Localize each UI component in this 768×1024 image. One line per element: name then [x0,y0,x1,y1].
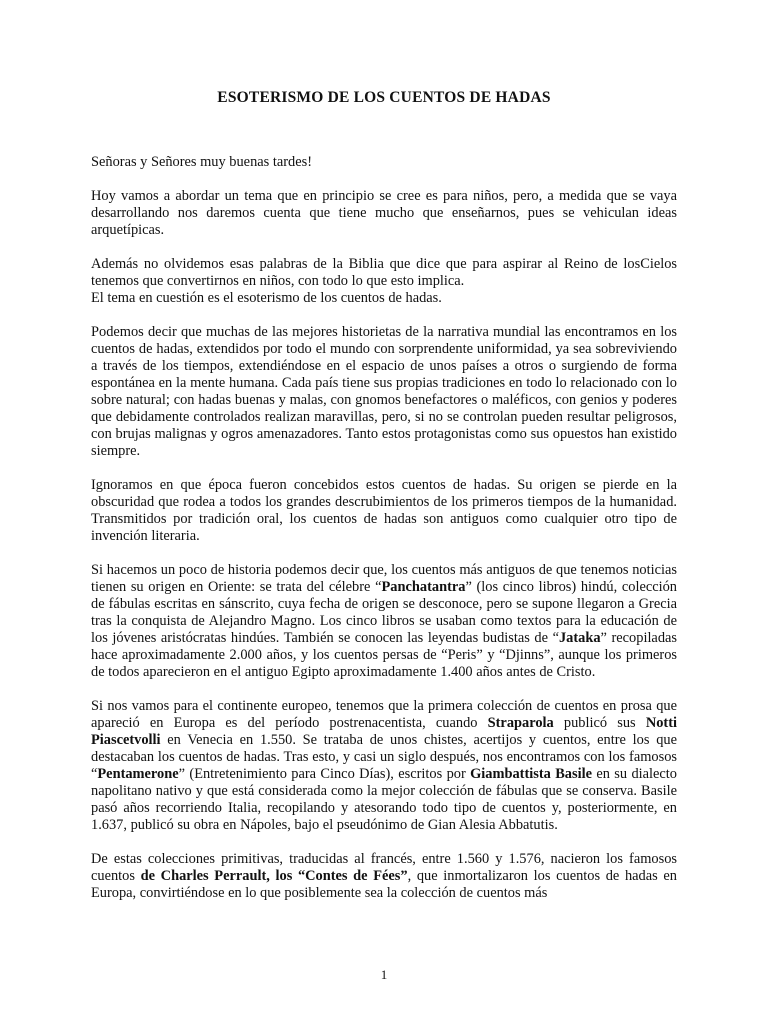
notti-term: Notti Piascetvolli [91,715,677,748]
origin-paragraph: Ignoramos en que época fueron concebidos estos cuentos de hadas. Su origen se pierde en la obscuridad que rodea a todos los grandes descrubimientos de los primeros tiempos de la humanidad. Transmitidos por tradición oral, los cuentos de hadas son antiguos como cualquier otro tipo de invención literaria. [91,477,677,544]
history-text: ” (los cinco libros) hindú, colección de fábulas escritas en sánscrito, cuya fecha de origen se desconoce, pero se supone llegaron a Grecia tras la conquista de Alejandro Magno. Los cinco libros se usaban como textos para la educación de los jóvenes aristócratas hindúes. También se conocen las leyendas budistas de “ [91,579,677,646]
perrault-paragraph [91,851,677,902]
greeting-paragraph: Señoras y Señores muy buenas tardes! [91,154,313,170]
europe-paragraph [91,698,677,834]
europe-text: en su dialecto napolitano nativo y que está considerada como la mejor colección de fábulas que se conserva. Basile pasó años recorriendo Italia, recopilando y atesorando todo tipo de cuentos y, posteriormente, en 1.637, publicó su obra en Nápoles, bajo el pseudónimo de Gian Alesia Abbatutis. [91,766,678,833]
perrault-term: de Charles Perrault, los “Contes de Fées” [140,868,408,884]
page-number: 1 [380,967,388,982]
bible-paragraph [91,256,677,307]
straparola-term: Straparola [487,715,554,731]
intro-paragraph: Hoy vamos a abordar un tema que en principio se cree es para niños, pero, a medida que se vaya desarrollando nos daremos cuenta que tiene mucho que enseñarnos, pues se vehiculan ideas arquetípicas. [91,188,677,238]
topic-line: El tema en cuestión es el esoterismo de los cuentos de hadas. [91,290,442,306]
pentamerone-term: Pentamerone [97,766,179,782]
history-paragraph [91,562,677,681]
panchatantra-term: Panchatantra [381,579,466,595]
narrative-paragraph: Podemos decir que muchas de las mejores historietas de la narrativa mundial las encontramos en los cuentos de hadas, extendidos por todo el mundo con sorprendente uniformidad, ya sea sobreviviendo a través de los tiempos, extendiéndose en el espacio de unos países a otros o surgiendo de forma espontánea en la mente humana. Cada país tiene sus propias tradiciones en todo lo relacionado con lo sobre natural; con hadas buenas y malas, con gnomos benefactores o maléficos, con genios y poderes que debidamente controlados realizan maravillas, pero, si no se controlan pueden resultar peligrosos, con brujas malignas y ogros amenazadores. Tanto estos protagonistas como sus opuestos han existido siempre. [91,324,677,459]
europe-text: publicó sus [553,715,646,731]
europe-text: ” (Entretenimiento para Cinco Días), escritos por [178,766,471,782]
perrault-text: , que inmortalizaron los cuentos de hadas en Europa, convirtiéndose en lo que posiblemente sea la colección de cuentos más [91,868,677,901]
document-body [91,154,677,902]
bible-paragraph-line: Además no olvidemos esas palabras de la Biblia que dice que para aspirar al Reino de losCielos tenemos que convertirnos en niños, con todo lo que esto implica. [91,256,677,289]
jataka-term: Jataka [558,630,601,646]
document-title: ESOTERISMO DE LOS CUENTOS DE HADAS [217,89,551,106]
basile-term: Giambattista Basile [470,766,592,782]
europe-text: Si nos vamos para el continente europeo, tenemos que la primera colección de cuentos en prosa que apareció en Europa es del período postrenacentista, cuando [91,698,677,731]
history-text: Si hacemos un poco de historia podemos decir que, los cuentos más antiguos de que tenemos noticias tienen su origen en Oriente: se trata del célebre “ [91,562,677,595]
europe-text: en Venecia en 1.550. Se trataba de unos chistes, acertijos y cuentos, entre los que destacaban los cuentos de hadas. Tras esto, y casi un siglo después, nos encontramos con los famosos “ [91,732,677,782]
history-text: ” recopiladas hace aproximadamente 2.000 años, y los cuentos persas de “Peris” y “Djinns”, aunque los primeros de todos aparecieron en el antiguo Egipto aproximadamente 1.400 años antes de Cristo. [91,630,678,680]
perrault-text: De estas colecciones primitivas, traducidas al francés, entre 1.560 y 1.576, nacieron los famosos cuentos [91,851,677,884]
